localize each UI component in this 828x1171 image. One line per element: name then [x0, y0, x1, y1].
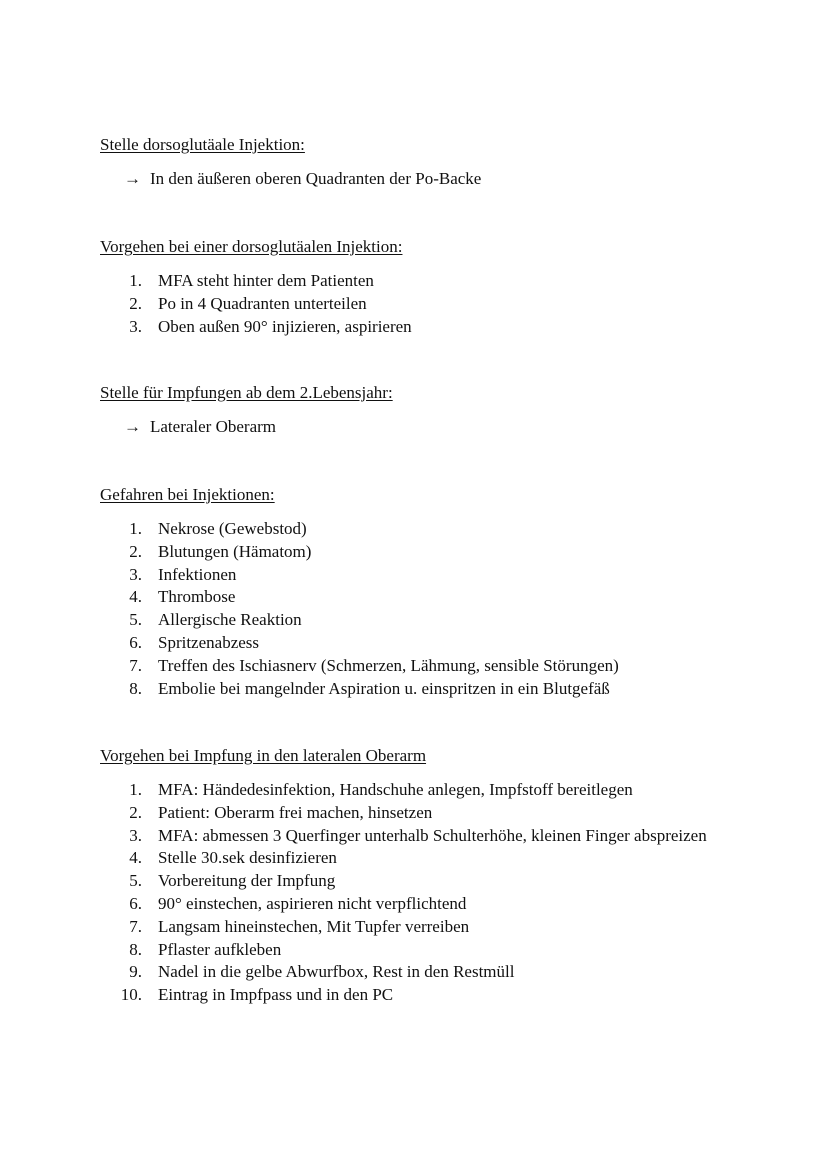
- list-text: Po in 4 Quadranten unterteilen: [158, 293, 367, 313]
- list-text: MFA: Händedesinfektion, Handschuhe anlegen, Impfstoff bereitlegen: [158, 780, 633, 799]
- numbered-list: [100, 518, 720, 700]
- list-item: [100, 564, 720, 587]
- list-number: 3.: [129, 564, 142, 584]
- list-number: 2.: [129, 293, 142, 313]
- list-item: [100, 893, 720, 916]
- section-heading: Vorgehen bei einer dorsoglutäalen Injektion:: [100, 237, 403, 256]
- list-item: [100, 293, 720, 316]
- list-item: [100, 961, 720, 984]
- list-number: 1.: [129, 780, 142, 799]
- list-text: MFA steht hinter dem Patienten: [158, 271, 374, 290]
- numbered-list: [100, 779, 720, 1007]
- list-item: [100, 802, 720, 825]
- list-text: Patient: Oberarm frei machen, hinsetzen: [158, 802, 433, 822]
- right-arrow-icon: →: [124, 417, 141, 436]
- list-item: [100, 847, 720, 870]
- arrow-note: [124, 416, 720, 438]
- list-text: Nekrose (Gewebstod): [158, 519, 307, 538]
- list-text: Allergische Reaktion: [158, 610, 302, 630]
- list-item: [100, 779, 720, 802]
- list-text: Spritzenabzess: [158, 632, 260, 652]
- arrow-note-text: Lateraler Oberarm: [150, 417, 276, 436]
- list-item: [100, 870, 720, 893]
- list-text: Infektionen: [158, 564, 237, 584]
- list-item: [100, 916, 720, 939]
- list-text: Embolie bei mangelnder Aspiration u. einspritzen in ein Blutgefäß: [158, 678, 610, 698]
- list-text: Treffen des Ischiasnerv (Schmerzen, Lähmung, sensible Störungen): [158, 655, 619, 675]
- list-number: 2.: [129, 802, 142, 822]
- section-heading: Vorgehen bei Impfung in den lateralen Oberarm: [100, 746, 427, 765]
- list-text: 90° einstechen, aspirieren nicht verpflichtend: [158, 893, 467, 913]
- list-text: Vorbereitung der Impfung: [158, 871, 336, 891]
- section-heading: Stelle dorsoglutäale Injektion:: [100, 135, 305, 154]
- list-number: 7.: [129, 655, 142, 675]
- list-text: Stelle 30.sek desinfizieren: [158, 848, 337, 868]
- list-number: 4.: [129, 587, 142, 607]
- list-item: [100, 655, 720, 678]
- list-text: Langsam hineinstechen, Mit Tupfer verreiben: [158, 916, 470, 936]
- section-injection-risks: [100, 484, 720, 700]
- list-number: 7.: [129, 916, 142, 936]
- list-number: 6.: [129, 893, 142, 913]
- list-text: Pflaster aufkleben: [158, 939, 282, 959]
- section-procedure-upper-arm: [100, 745, 720, 1007]
- list-item: [100, 270, 720, 293]
- section-procedure-dorsogluteal: [100, 236, 720, 338]
- list-item: [100, 678, 720, 701]
- list-number: 4.: [129, 848, 142, 868]
- list-item: [100, 984, 720, 1007]
- list-number: 3.: [129, 825, 142, 845]
- list-number: 5.: [129, 610, 142, 630]
- list-item: [100, 541, 720, 564]
- list-text: Thrombose: [158, 587, 236, 607]
- list-number: 9.: [129, 962, 142, 982]
- list-number: 1.: [129, 519, 142, 538]
- list-number: 10.: [120, 985, 142, 1005]
- list-number: 5.: [129, 871, 142, 891]
- numbered-list: [100, 270, 720, 338]
- list-item: [100, 939, 720, 962]
- list-number: 8.: [129, 678, 142, 698]
- section-heading: Gefahren bei Injektionen:: [100, 485, 275, 504]
- section-vaccination-site: [100, 382, 720, 438]
- list-number: 2.: [129, 541, 142, 561]
- list-text: Eintrag in Impfpass und in den PC: [158, 985, 394, 1005]
- list-item: [100, 825, 720, 848]
- list-text: Oben außen 90° injizieren, aspirieren: [158, 316, 412, 336]
- list-item: [100, 518, 720, 541]
- section-injection-site: [100, 134, 720, 190]
- list-number: 1.: [129, 271, 142, 290]
- list-text: MFA: abmessen 3 Querfinger unterhalb Schulterhöhe, kleinen Finger abspreizen: [158, 825, 707, 845]
- right-arrow-icon: →: [124, 169, 141, 188]
- arrow-note: [124, 168, 720, 190]
- list-text: Nadel in die gelbe Abwurfbox, Rest in den Restmüll: [158, 962, 515, 982]
- list-item: [100, 586, 720, 609]
- arrow-note-text: In den äußeren oberen Quadranten der Po-Backe: [150, 169, 482, 188]
- list-number: 8.: [129, 939, 142, 959]
- list-text: Blutungen (Hämatom): [158, 541, 312, 561]
- section-heading: Stelle für Impfungen ab dem 2.Lebensjahr:: [100, 383, 393, 402]
- list-item: [100, 316, 720, 339]
- list-number: 3.: [129, 316, 142, 336]
- list-item: [100, 609, 720, 632]
- list-item: [100, 632, 720, 655]
- list-number: 6.: [129, 632, 142, 652]
